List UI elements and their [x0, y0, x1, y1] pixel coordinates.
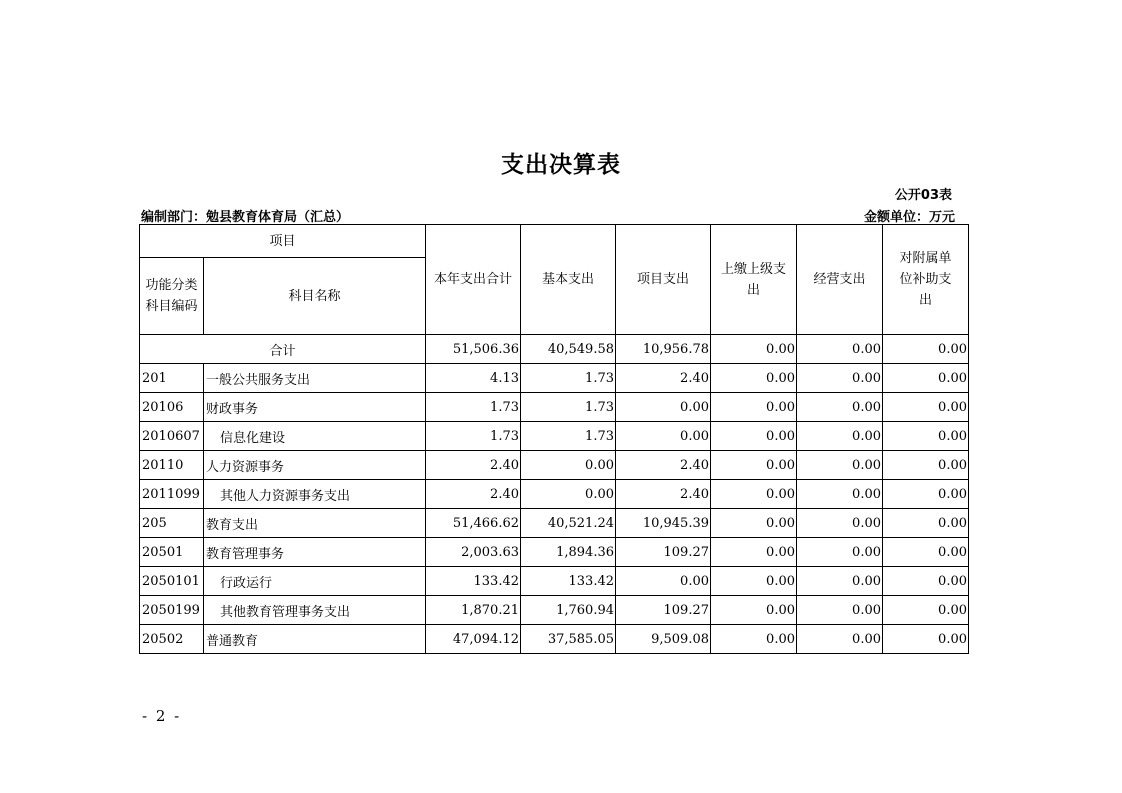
- amount-unit: 金额单位：万元: [863, 210, 955, 225]
- total-value: 0.00: [711, 335, 797, 364]
- row-value: 109.27: [616, 596, 711, 625]
- row-value: 0.00: [711, 538, 797, 567]
- row-name-text: 财政事务: [206, 401, 259, 417]
- row-value: 0.00: [883, 509, 969, 538]
- row-value: 2.40: [426, 451, 521, 480]
- row-value: 0.00: [711, 422, 797, 451]
- row-code: 2011099: [140, 480, 204, 509]
- row-name: [204, 480, 426, 509]
- table-row: [140, 625, 969, 654]
- row-name-text: 信息化建设: [220, 430, 286, 446]
- table-row: [140, 538, 969, 567]
- total-value: 0.00: [883, 335, 969, 364]
- row-name: [204, 625, 426, 654]
- row-value: 0.00: [883, 596, 969, 625]
- total-value: 0.00: [797, 335, 883, 364]
- row-value: 0.00: [797, 567, 883, 596]
- table-row: [140, 422, 969, 451]
- row-code: 20501: [140, 538, 204, 567]
- row-value: 2.40: [616, 480, 711, 509]
- row-value: 1,894.36: [521, 538, 616, 567]
- table-row: [140, 480, 969, 509]
- row-name: [204, 538, 426, 567]
- row-value: 1,870.21: [426, 596, 521, 625]
- compiling-department: 编制部门：勉县教育体育局（汇总）: [141, 210, 350, 225]
- row-code: 205: [140, 509, 204, 538]
- total-row: [140, 335, 969, 364]
- row-value: 0.00: [883, 567, 969, 596]
- page-title: 支出决算表: [501, 152, 621, 178]
- row-name: [204, 364, 426, 393]
- row-name-text: 行政运行: [220, 575, 273, 591]
- total-label: 合计: [140, 335, 426, 364]
- expenditure-table: [139, 224, 969, 654]
- row-value: 37,585.05: [521, 625, 616, 654]
- row-name-text: 教育支出: [206, 517, 259, 533]
- header-total: 本年支出合计: [426, 225, 521, 335]
- row-value: 133.42: [521, 567, 616, 596]
- row-value: 0.00: [711, 393, 797, 422]
- row-value: 2,003.63: [426, 538, 521, 567]
- row-value: 0.00: [883, 625, 969, 654]
- table-row: [140, 393, 969, 422]
- total-value: 40,549.58: [521, 335, 616, 364]
- page-number: - 2 -: [142, 707, 182, 725]
- row-value: 0.00: [797, 364, 883, 393]
- row-value: 1.73: [426, 422, 521, 451]
- row-name: [204, 596, 426, 625]
- header-basic: 基本支出: [521, 225, 616, 335]
- row-value: 1,760.94: [521, 596, 616, 625]
- row-value: 4.13: [426, 364, 521, 393]
- row-name-text: 普通教育: [206, 633, 259, 649]
- row-value: 0.00: [521, 451, 616, 480]
- table-row: [140, 364, 969, 393]
- row-value: 0.00: [711, 364, 797, 393]
- row-value: 2.40: [616, 364, 711, 393]
- row-value: 1.73: [426, 393, 521, 422]
- row-code: 201: [140, 364, 204, 393]
- row-value: 0.00: [883, 451, 969, 480]
- row-value: 1.73: [521, 393, 616, 422]
- row-value: 0.00: [711, 509, 797, 538]
- table-row: [140, 451, 969, 480]
- row-value: 40,521.24: [521, 509, 616, 538]
- table-row: [140, 567, 969, 596]
- row-value: 133.42: [426, 567, 521, 596]
- row-code: 20106: [140, 393, 204, 422]
- row-value: 0.00: [711, 567, 797, 596]
- row-value: 0.00: [711, 451, 797, 480]
- row-name-text: 其他人力资源事务支出: [220, 488, 351, 504]
- row-value: 0.00: [883, 393, 969, 422]
- row-name: [204, 509, 426, 538]
- row-value: 0.00: [883, 480, 969, 509]
- header-code: 功能分类科目编码: [140, 258, 204, 335]
- header-upper: 上缴上级支出: [711, 225, 797, 335]
- row-name-text: 教育管理事务: [206, 546, 285, 562]
- row-code: 20110: [140, 451, 204, 480]
- row-value: 0.00: [616, 422, 711, 451]
- row-value: 1.73: [521, 364, 616, 393]
- row-value: 0.00: [797, 625, 883, 654]
- row-value: 0.00: [797, 509, 883, 538]
- row-name: [204, 451, 426, 480]
- header-subsidy: 对附属单位补助支出: [883, 225, 969, 335]
- row-value: 47,094.12: [426, 625, 521, 654]
- row-name-text: 其他教育管理事务支出: [220, 604, 351, 620]
- header-business: 经营支出: [797, 225, 883, 335]
- table-row: [140, 509, 969, 538]
- table-number: 公开03表: [894, 188, 952, 203]
- row-value: 51,466.62: [426, 509, 521, 538]
- row-value: 9,509.08: [616, 625, 711, 654]
- row-value: 0.00: [797, 596, 883, 625]
- row-value: 0.00: [616, 567, 711, 596]
- table-row: [140, 596, 969, 625]
- row-name: [204, 567, 426, 596]
- row-value: 0.00: [711, 480, 797, 509]
- row-value: 0.00: [797, 451, 883, 480]
- row-name: [204, 393, 426, 422]
- row-value: 2.40: [616, 451, 711, 480]
- row-value: 0.00: [711, 596, 797, 625]
- row-value: 0.00: [711, 625, 797, 654]
- row-code: 20502: [140, 625, 204, 654]
- row-value: 0.00: [883, 422, 969, 451]
- row-value: 0.00: [797, 538, 883, 567]
- row-value: 0.00: [797, 422, 883, 451]
- row-value: 0.00: [883, 364, 969, 393]
- row-name-text: 人力资源事务: [206, 459, 285, 475]
- row-value: 109.27: [616, 538, 711, 567]
- row-code: 2050199: [140, 596, 204, 625]
- row-value: 0.00: [616, 393, 711, 422]
- header-name: 科目名称: [204, 258, 426, 335]
- total-value: 51,506.36: [426, 335, 521, 364]
- row-code: 2050101: [140, 567, 204, 596]
- row-value: 0.00: [797, 393, 883, 422]
- row-name-text: 一般公共服务支出: [206, 372, 311, 388]
- total-value: 10,956.78: [616, 335, 711, 364]
- row-code: 2010607: [140, 422, 204, 451]
- row-value: 0.00: [521, 480, 616, 509]
- header-project: 项目支出: [616, 225, 711, 335]
- row-value: 10,945.39: [616, 509, 711, 538]
- row-value: 0.00: [883, 538, 969, 567]
- row-value: 2.40: [426, 480, 521, 509]
- row-value: 0.00: [797, 480, 883, 509]
- row-value: 1.73: [521, 422, 616, 451]
- row-name: [204, 422, 426, 451]
- header-item: 项目: [140, 225, 426, 258]
